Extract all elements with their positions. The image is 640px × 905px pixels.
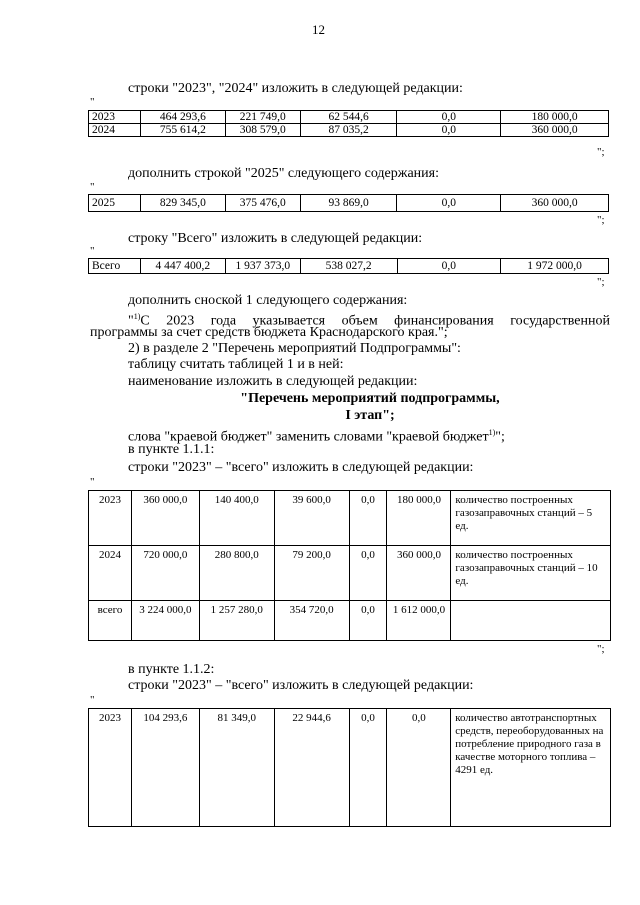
heading-line-2: I этап"; (345, 408, 395, 423)
table-row (89, 709, 611, 827)
value-cell: 3 224 000,0 (131, 601, 199, 641)
page-number: 12 (312, 22, 325, 37)
value-cell: 1 972 000,0 (501, 259, 609, 274)
footnote-marker: 1) (133, 312, 141, 321)
value-cell: 0,0 (349, 546, 387, 601)
table-row (89, 195, 609, 212)
footnote-open-quote: " (128, 313, 134, 329)
value-cell: 375 476,0 (225, 195, 300, 212)
value-cell: 464 293,6 (140, 111, 225, 124)
value-cell: 360 000,0 (131, 491, 199, 546)
value-cell: 755 614,2 (140, 124, 225, 137)
close-quote: "; (597, 146, 605, 158)
open-quote: " (90, 181, 95, 193)
value-cell: 360 000,0 (387, 546, 451, 601)
footnote-text-line1: "$^{1)}$С 2023 года указывается объем финансирования государственной (128, 312, 610, 329)
value-cell: 79 200,0 (274, 546, 349, 601)
open-quote: " (90, 245, 95, 257)
value-cell: 0,0 (397, 259, 501, 274)
point-1-1-1: в пункте 1.1.1: (128, 442, 215, 457)
table-renaming-note: таблицу считать таблицей 1 и в ней: (128, 357, 344, 372)
funding-table-total (88, 258, 609, 274)
value-cell: 104 293,6 (131, 709, 199, 827)
close-quote: "; (597, 214, 605, 226)
value-cell: 1 937 373,0 (225, 259, 300, 274)
close-quote: "; (597, 643, 605, 655)
year-cell: Всего (89, 259, 141, 274)
open-quote: " (90, 96, 95, 108)
table-row (89, 491, 611, 546)
value-cell: 360 000,0 (501, 195, 609, 212)
result-cell: количество построенных газозаправочных станций – 10 ед. (451, 546, 611, 601)
value-cell: 0,0 (349, 709, 387, 827)
value-cell: 180 000,0 (501, 111, 609, 124)
year-cell: 2023 (89, 491, 132, 546)
value-cell: 221 749,0 (225, 111, 300, 124)
value-cell: 829 345,0 (140, 195, 225, 212)
value-cell: 39 600,0 (274, 491, 349, 546)
value-cell: 280 800,0 (199, 546, 274, 601)
value-cell: 93 869,0 (300, 195, 397, 212)
value-cell: 62 544,6 (300, 111, 397, 124)
value-cell: 180 000,0 (387, 491, 451, 546)
value-cell: 81 349,0 (199, 709, 274, 827)
value-cell: 140 400,0 (199, 491, 274, 546)
value-cell: 1 612 000,0 (387, 601, 451, 641)
intro-row-total: строку "Всего" изложить в следующей редакции: (128, 231, 423, 246)
section-item-2: 2) в разделе 2 "Перечень мероприятий Подпрограммы": (128, 341, 461, 356)
value-cell: 0,0 (397, 124, 501, 137)
measures-table-1-1-1 (88, 490, 611, 641)
value-cell: 0,0 (397, 195, 501, 212)
funding-table-2023-2024 (88, 110, 609, 137)
year-cell: 2024 (89, 546, 132, 601)
year-cell: 2023 (89, 111, 141, 124)
result-cell: количество автотранспортных средств, переоборудованных на потребление природного газа в качестве моторного топлива – 4291 ед. (451, 709, 611, 827)
value-cell: 1 257 280,0 (199, 601, 274, 641)
result-cell (451, 601, 611, 641)
open-quote: " (90, 476, 95, 488)
year-cell: всего (89, 601, 132, 641)
year-cell: 2023 (89, 709, 132, 827)
value-cell: 87 035,2 (300, 124, 397, 137)
value-cell: 4 447 400,2 (140, 259, 225, 274)
value-cell: 538 027,2 (300, 259, 397, 274)
table-row (89, 111, 609, 124)
value-cell: 0,0 (349, 491, 387, 546)
value-cell: 0,0 (349, 601, 387, 641)
replace-words: слова "краевой бюджет" заменить словами "краевой бюджет$^{1)}$"; (128, 428, 505, 445)
close-quote: "; (597, 276, 605, 288)
value-cell: 360 000,0 (501, 124, 609, 137)
intro-row-2025: дополнить строкой "2025" следующего содержания: (128, 166, 439, 181)
result-cell: количество построенных газозаправочных станций – 5 ед. (451, 491, 611, 546)
value-cell: 0,0 (397, 111, 501, 124)
funding-table-2025 (88, 194, 609, 212)
value-cell: 354 720,0 (274, 601, 349, 641)
value-cell: 308 579,0 (225, 124, 300, 137)
rows-intro-2: строки "2023" – "всего" изложить в следующей редакции: (128, 678, 474, 693)
open-quote: " (90, 694, 95, 706)
table-row (89, 601, 611, 641)
name-intro: наименование изложить в следующей редакции: (128, 374, 418, 389)
measures-table-1-1-2 (88, 708, 611, 827)
intro-rows-2023-2024: строки "2023", "2024" изложить в следующей редакции: (128, 81, 463, 96)
value-cell: 22 944,6 (274, 709, 349, 827)
footnote-text-line2: программы за счет средств бюджета Краснодарского края."; (90, 325, 448, 340)
point-1-1-2: в пункте 1.1.2: (128, 662, 215, 677)
table-row (89, 546, 611, 601)
heading-line-1: "Перечень мероприятий подпрограммы, (240, 391, 500, 406)
value-cell: 0,0 (387, 709, 451, 827)
footnote-marker: 1) (488, 428, 496, 437)
year-cell: 2024 (89, 124, 141, 137)
year-cell: 2025 (89, 195, 141, 212)
footnote-intro: дополнить сноской 1 следующего содержания: (128, 293, 408, 308)
rows-intro-1: строки "2023" – "всего" изложить в следующей редакции: (128, 460, 474, 475)
table-row (89, 124, 609, 137)
table-row (89, 259, 609, 274)
value-cell: 720 000,0 (131, 546, 199, 601)
